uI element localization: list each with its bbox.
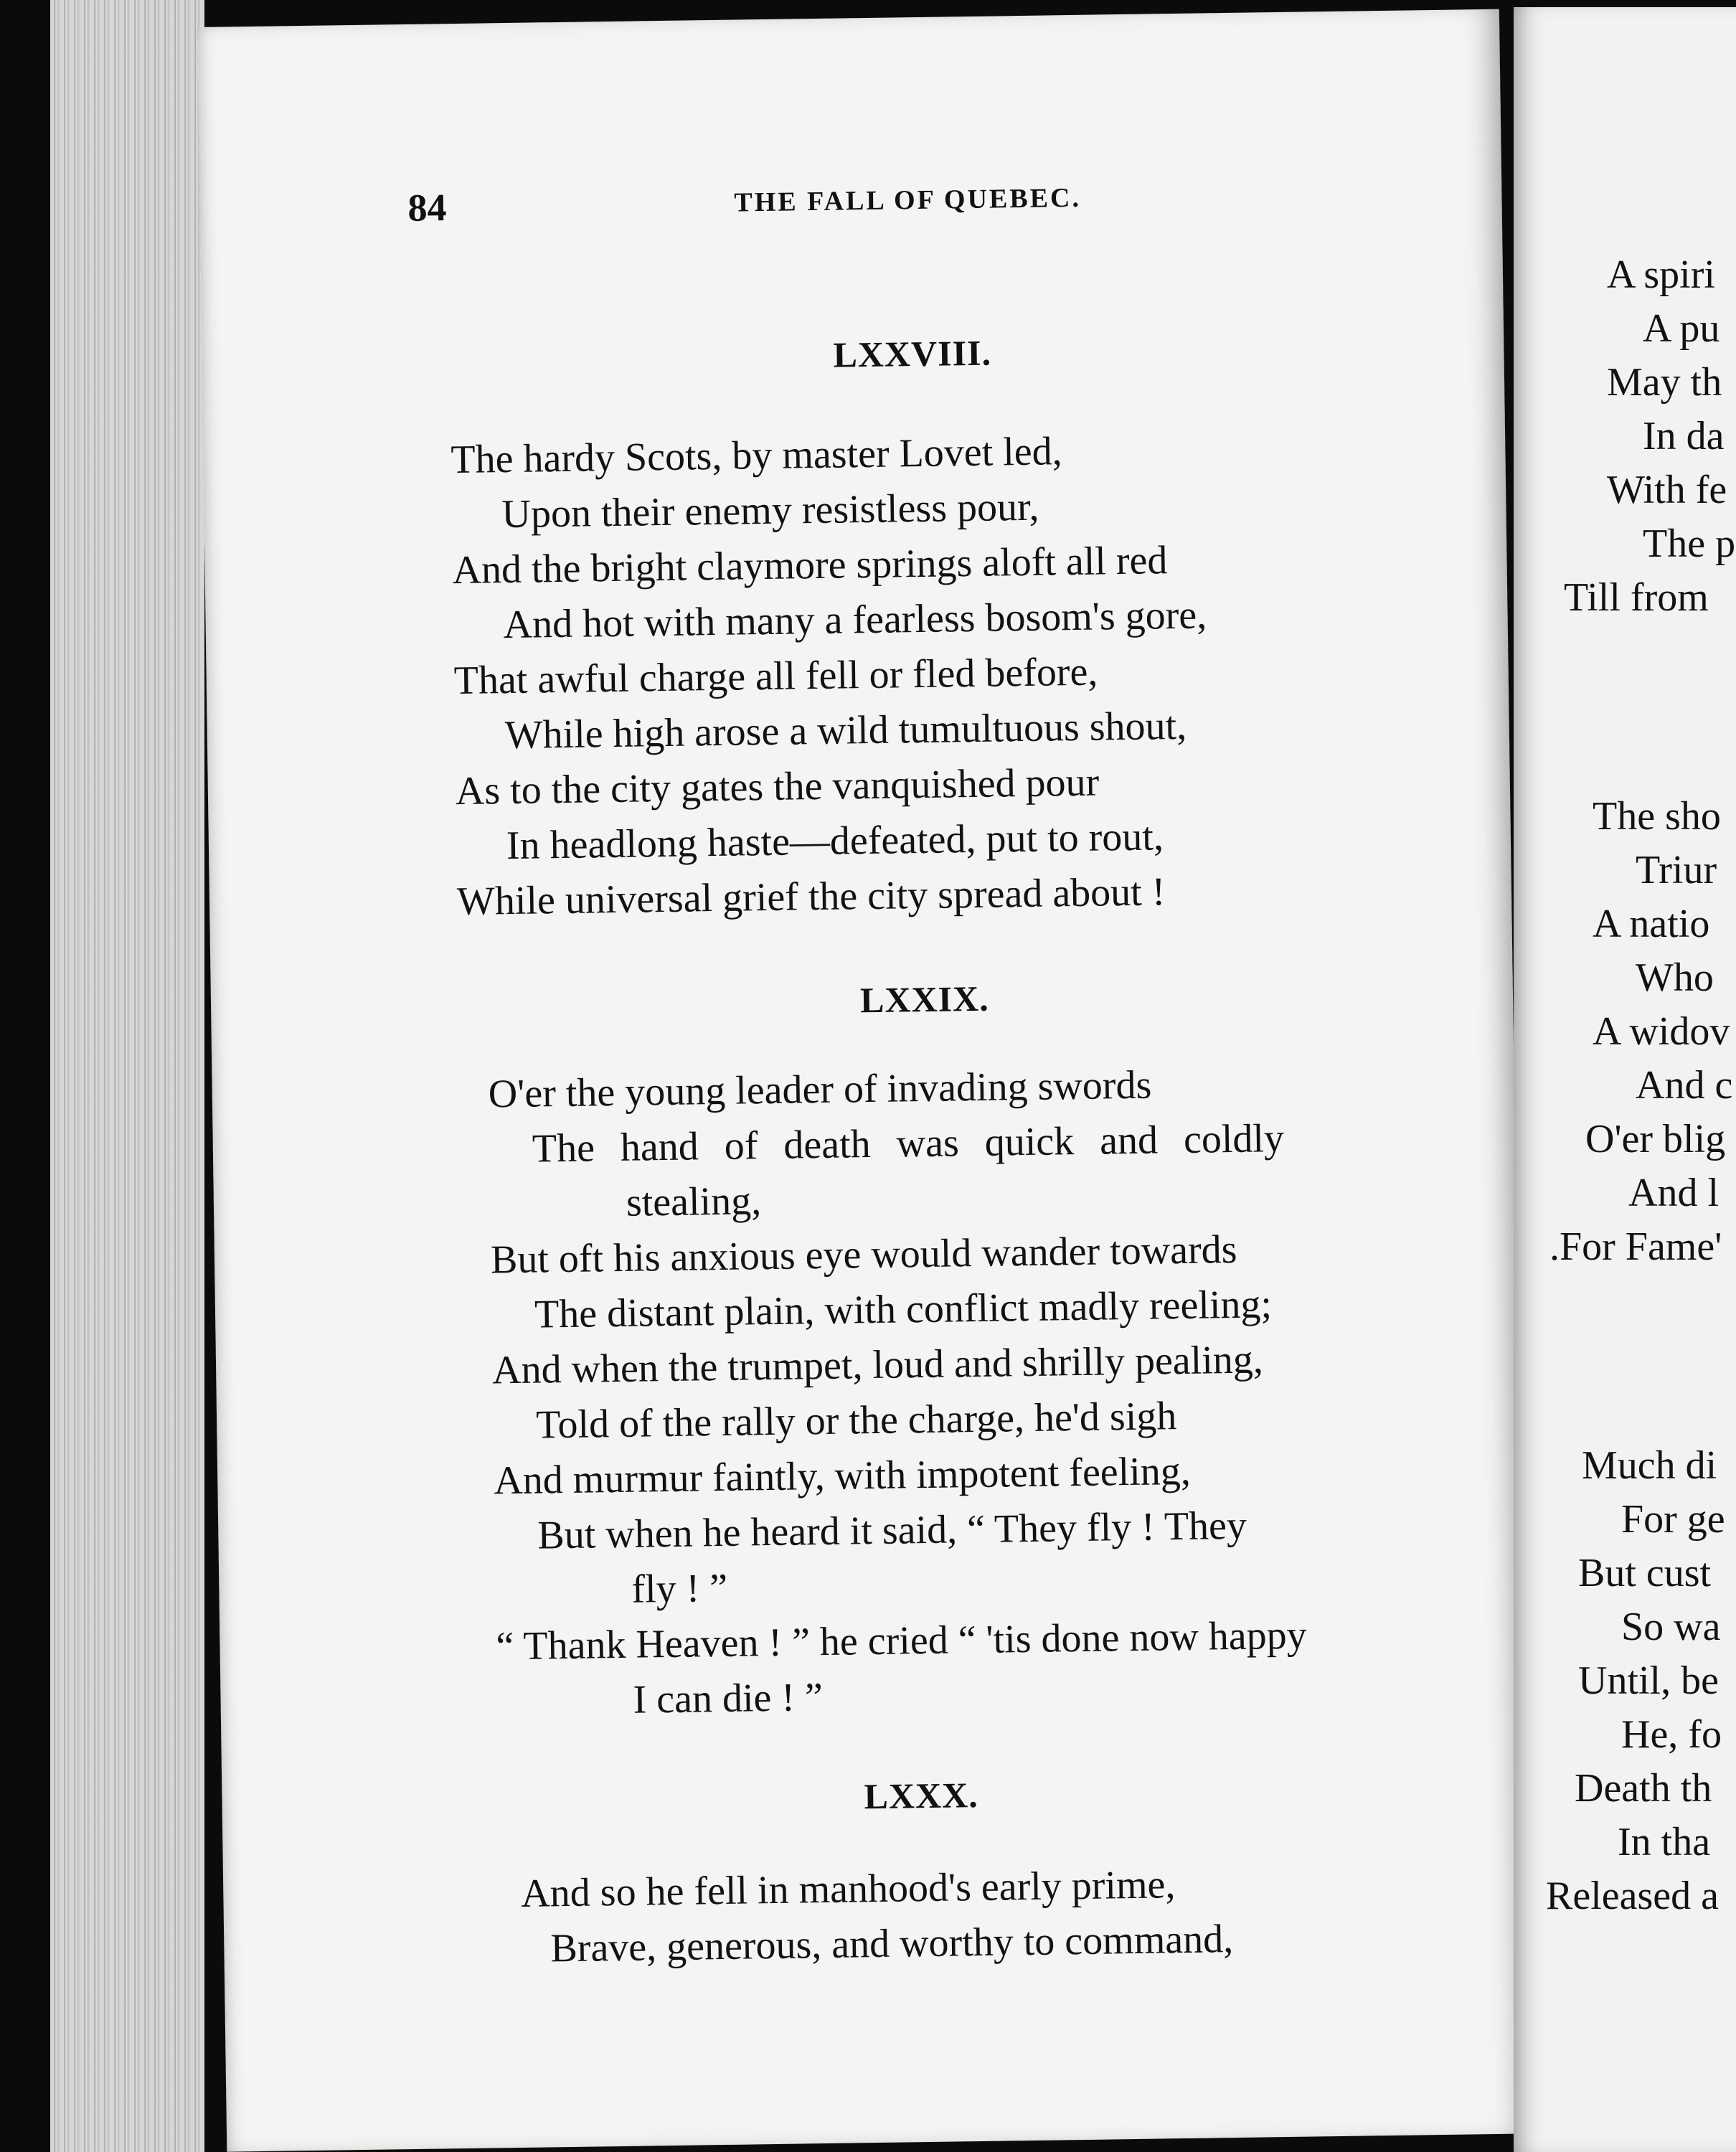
poem-line: The distant plain, with conflict madly reeling; bbox=[534, 1282, 1273, 1337]
right-line-fragment: And c bbox=[1636, 1063, 1733, 1108]
stanza-heading: LXXIX. bbox=[859, 978, 990, 1021]
poem-line: The hardy Scots, by master Lovet led, bbox=[450, 429, 1063, 483]
right-line-fragment: A pu bbox=[1643, 306, 1720, 351]
poem-line: And so he fell in manhood's early prime, bbox=[520, 1862, 1176, 1916]
right-line-fragment: O'er blig bbox=[1585, 1117, 1726, 1161]
left-page bbox=[197, 9, 1529, 2152]
poem-line: But oft his anxious eye would wander towards bbox=[490, 1227, 1237, 1283]
right-line-fragment: A natio bbox=[1593, 902, 1710, 946]
right-line-fragment: In da bbox=[1643, 414, 1725, 458]
right-line-fragment: A widov bbox=[1593, 1009, 1730, 1054]
poem-line: stealing, bbox=[626, 1179, 762, 1225]
right-line-fragment: For ge bbox=[1621, 1497, 1725, 1542]
stanza-heading: LXXX. bbox=[864, 1775, 979, 1817]
poem-line: The hand of death was quick and coldly bbox=[532, 1116, 1285, 1171]
poem-line: And hot with many a fearless bosom's gore, bbox=[503, 593, 1207, 648]
poem-line: Upon their enemy resistless pour, bbox=[501, 484, 1039, 537]
poem-line: fly ! ” bbox=[631, 1565, 728, 1612]
right-line-fragment: Triur bbox=[1636, 848, 1717, 892]
right-line-fragment: The p bbox=[1643, 522, 1736, 566]
poem-line: And the bright claymore springs aloft all red bbox=[452, 538, 1168, 593]
poem-line: Told of the rally or the charge, he'd sigh bbox=[535, 1394, 1177, 1448]
poem-line: While high arose a wild tumultuous shout, bbox=[504, 703, 1187, 758]
poem-line: And murmur faintly, with impotent feeling, bbox=[493, 1448, 1192, 1504]
right-line-fragment: And l bbox=[1628, 1171, 1719, 1215]
right-line-fragment: Released a bbox=[1546, 1874, 1719, 1918]
right-line-fragment: With fe bbox=[1607, 468, 1727, 512]
right-line-fragment: Until, be bbox=[1578, 1658, 1719, 1703]
right-line-fragment: A spiri bbox=[1607, 253, 1715, 297]
right-page-fragment bbox=[1514, 7, 1736, 2152]
right-line-fragment: May th bbox=[1607, 360, 1722, 405]
right-line-fragment: Till from bbox=[1564, 575, 1709, 620]
running-head: THE FALL OF QUEBEC. bbox=[734, 182, 1082, 218]
right-line-fragment: The sho bbox=[1593, 794, 1721, 839]
page-stack-edges bbox=[50, 0, 204, 2152]
right-line-fragment: Who bbox=[1636, 955, 1714, 1000]
page-number: 84 bbox=[407, 186, 447, 230]
right-line-fragment: Much di bbox=[1582, 1443, 1717, 1488]
right-line-fragment: So wa bbox=[1621, 1605, 1721, 1649]
right-line-fragment: Death th bbox=[1575, 1766, 1712, 1811]
poem-line: While universal grief the city spread about ! bbox=[456, 869, 1166, 925]
poem-line: And when the trumpet, loud and shrilly pealing, bbox=[491, 1337, 1264, 1393]
poem-line: Brave, generous, and worthy to command, bbox=[550, 1917, 1234, 1971]
poem-line: “ Thank Heaven ! ” he cried “ 'tis done now happy bbox=[496, 1613, 1308, 1669]
poem-line: In headlong haste—defeated, put to rout, bbox=[506, 814, 1164, 869]
poem-line: O'er the young leader of invading swords bbox=[488, 1062, 1152, 1117]
poem-line: But when he heard it said, “ They fly ! They bbox=[537, 1503, 1247, 1558]
right-line-fragment: .For Fame' bbox=[1549, 1224, 1722, 1269]
right-line-fragment: He, fo bbox=[1621, 1712, 1722, 1757]
stanza-heading: LXXVIII. bbox=[833, 332, 992, 375]
poem-line: That awful charge all fell or fled before, bbox=[453, 649, 1098, 704]
poem-line: As to the city gates the vanquished pour bbox=[455, 760, 1100, 814]
poem-line: I can die ! ” bbox=[633, 1675, 824, 1722]
right-line-fragment: But cust bbox=[1578, 1551, 1712, 1595]
right-line-fragment: In tha bbox=[1618, 1820, 1711, 1864]
